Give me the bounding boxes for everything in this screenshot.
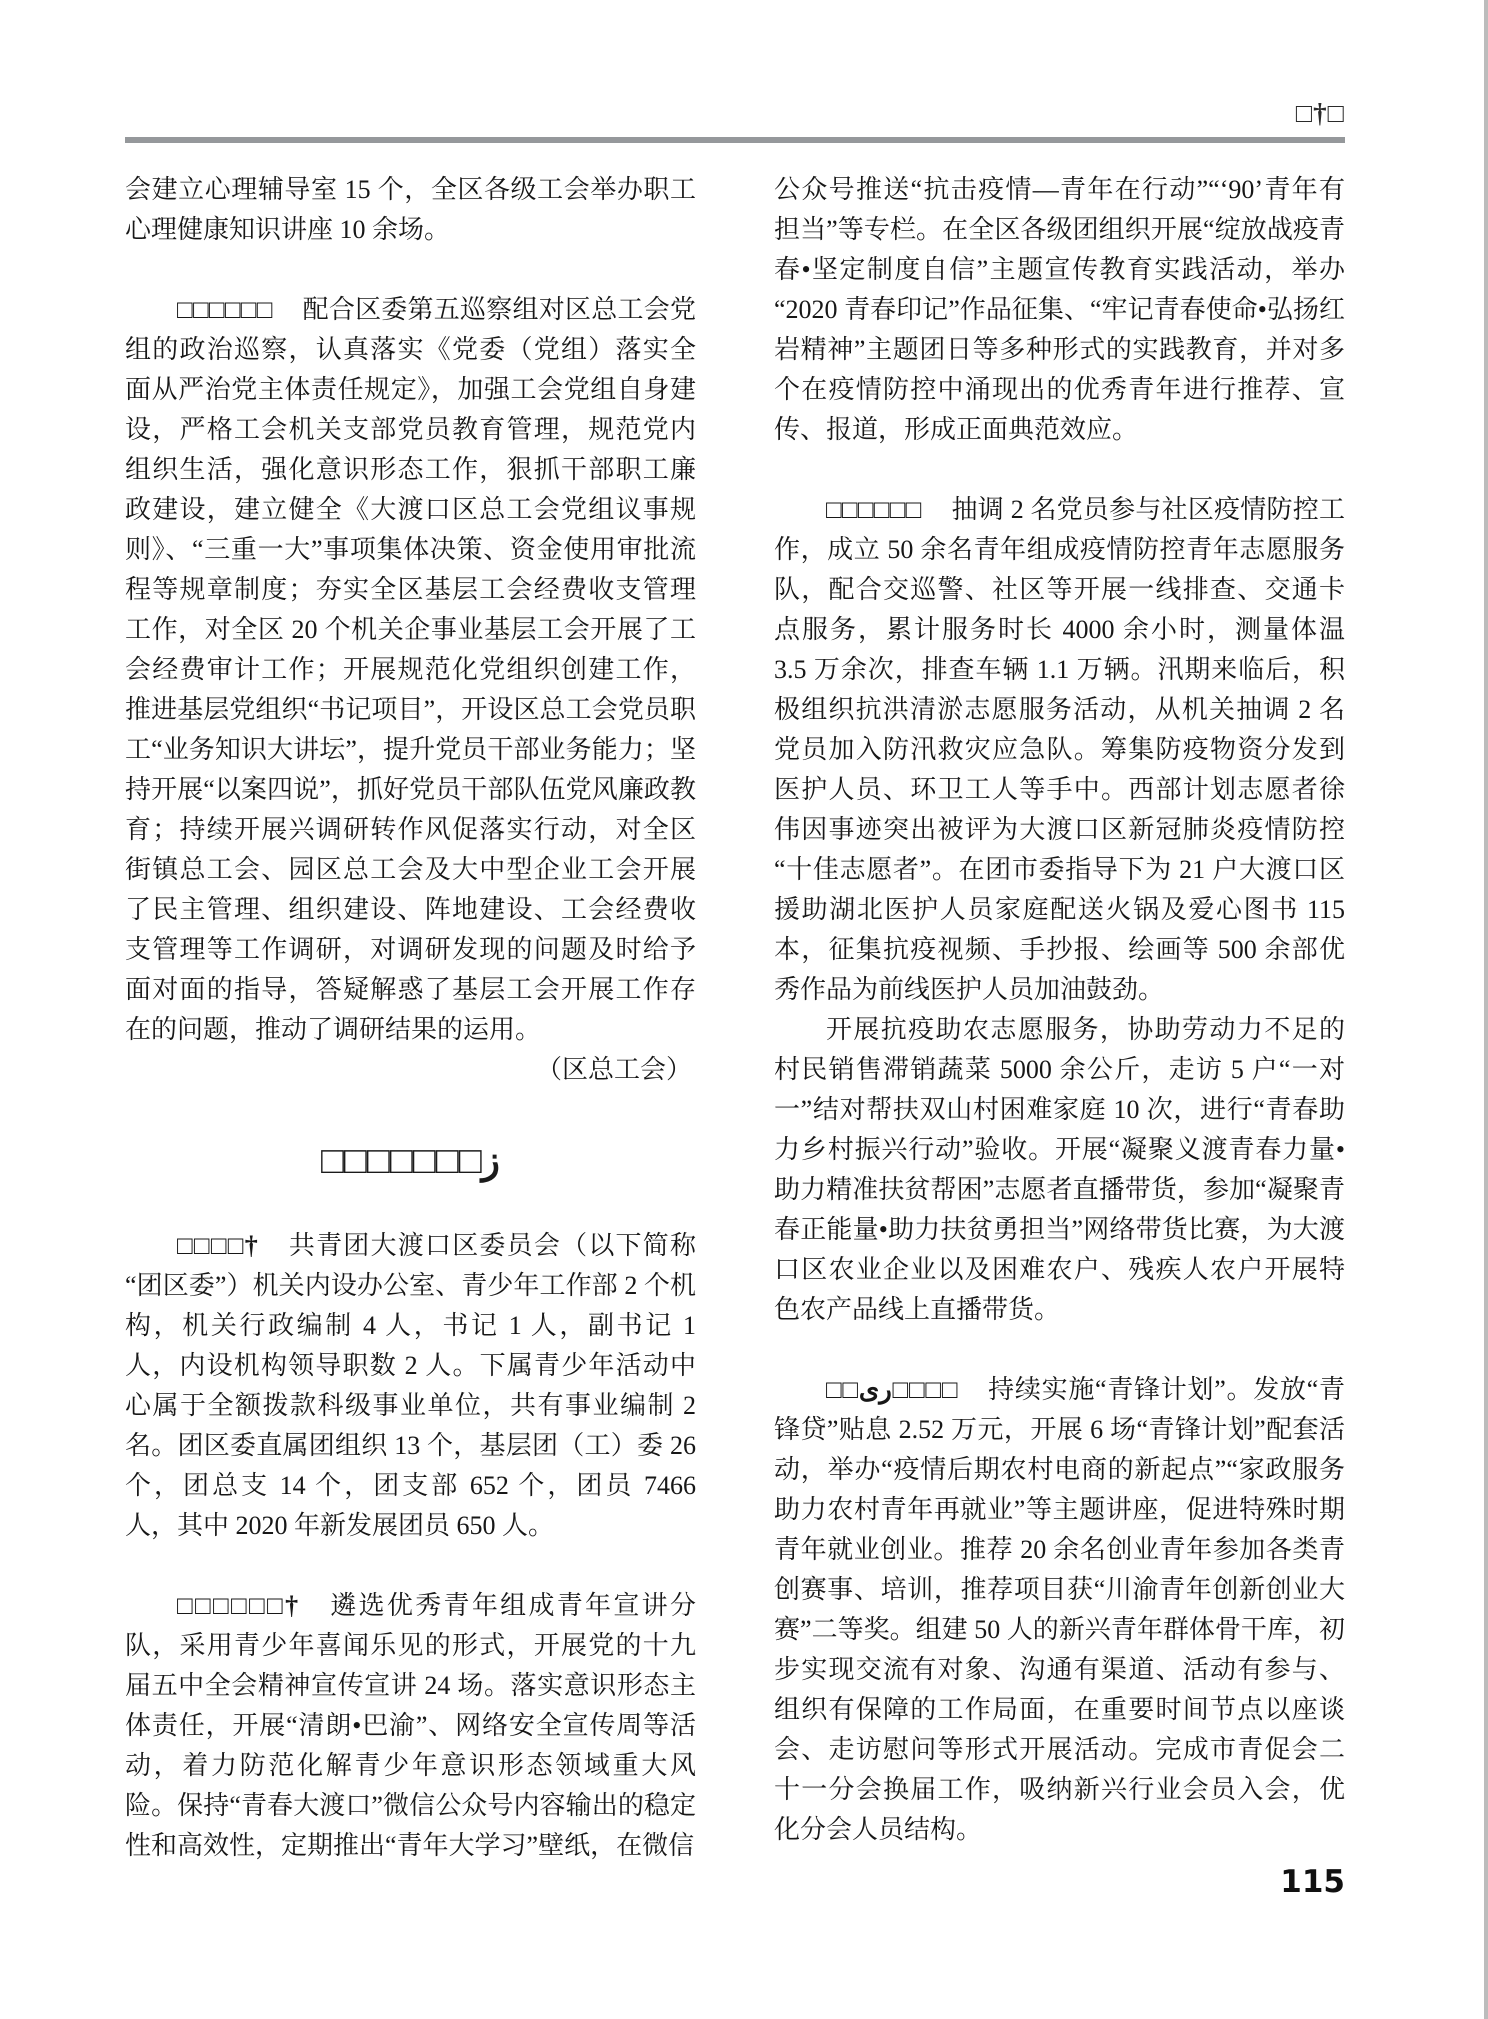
paragraph-heading: □□ری□□□□ [826,1375,959,1404]
page-number: 115 [1280,1864,1345,1900]
paragraph [774,170,1345,450]
paragraph [774,490,1345,1010]
paragraph-heading: □□□□□□† [177,1591,301,1620]
paragraph-text: （区总工会） [535,1055,692,1084]
paragraph [125,290,696,1050]
paragraph-text: 遴选优秀青年组成青年宣讲分队，采用青少年喜闻乐见的形式，开展党的十九届五中全会精神宣传宣讲 24 场。落实意识形态主体责任，开展“清朗•巴渝”、网络安全宣传周等活动，着力防范化解青少年意识形态领域重大风险。保持“青春大渡口”微信公众号内容输出的稳定性和高效性，定期推出“青年大学习”壁纸，在微信 [125,1591,696,1860]
paragraph [774,1370,1345,1850]
paragraph [125,1226,696,1546]
running-head-marker: □†□ [1295,98,1345,128]
paragraph-heading: □□□□□□ [826,495,922,524]
paragraph-text: 配合区委第五巡察组对区总工会党组的政治巡察，认真落实《党委（党组）落实全面从严治党主体责任规定》，加强工会党组自身建设，严格工会机关支部党员教育管理，规范党内组织生活，强化意识形态工作，狠抓干部职工廉政建设，建立健全《大渡口区总工会党组议事规则》、“三重一大”事项集体决策、资金使用审批流程等规章制度；夯实全区基层工会经费收支管理工作，对全区 20 个机关企事业基层工会开展了工会经费审计工作；开展规范化党组织创建工作，推进基层党组织“书记项目”，开设区总工会党员职工“业务知识大讲坛”，提升党员干部业务能力；坚持开展“以案四说”，抓好党员干部队伍党风廉政教育；持续开展兴调研转作风促落实行动，对全区街镇总工会、园区总工会及大中型企业工会开展了民主管理、组织建设、阵地建设、工会经费收支管理等工作调研，对调研发现的问题及时给予面对面的指导，答疑解惑了基层工会开展工作存在的问题，推动了调研结果的运用。 [125,295,696,1044]
paragraph-heading: □□□□□□ [177,295,273,324]
attribution [125,1050,696,1090]
right-column [774,170,1345,1866]
paragraph-text: 抽调 2 名党员参与社区疫情防控工作，成立 50 余名青年组成疫情防控青年志愿服务队，配合交巡警、社区等开展一线排查、交通卡点服务，累计服务时长 4000 余小时，测量体温 3.5 万余次，排查车辆 1.1 万辆。汛期来临后，积极组织抗洪清淤志愿服务活动，从机关抽调 2 名党员加入防汛救灾应急队。筹集防疫物资分发到医护人员、环卫工人等手中。西部计划志愿者徐伟因事迹突出被评为大渡口区新冠肺炎疫情防控“十佳志愿者”。在团市委指导下为 21 户大渡口区援助湖北医护人员家庭配送火锅及爱心图书 115 本，征集抗疫视频、手抄报、绘画等 500 余部优秀作品为前线医护人员加油鼓劲。 [774,495,1345,1004]
paragraph [125,170,696,250]
paragraph [125,1586,696,1866]
header-rule-divider [125,137,1345,143]
paragraph-text: 共青团大渡口区委员会（以下简称“团区委”）机关内设办公室、青少年工作部 2 个机构，机关行政编制 4 人，书记 1 人，副书记 1 人，内设机构领导职数 2 人。下属青少年活动中心属于全额拨款科级事业单位，共有事业编制 2 名。团区委直属团组织 13 个，基层团（工）委 26 个，团总支 14 个，团支部 652 个，团员 7466 人，其中 2020 年新发展团员 650 人。 [125,1231,696,1540]
paragraph-heading: □□□□† [177,1231,259,1260]
page-edge-shadow [1484,0,1488,2019]
paragraph-text: 开展抗疫助农志愿服务，协助劳动力不足的村民销售滞销蔬菜 5000 余公斤，走访 5 户“一对一”结对帮扶双山村困难家庭 10 次，进行“青春助力乡村振兴行动”验收。开展“凝聚义渡青春力量•助力精准扶贫帮困”志愿者直播带货，参加“凝聚青春正能量•助力扶贫勇担当”网络带货比赛，为大渡口区农业企业以及困难农户、残疾人农户开展特色农产品线上直播带货。 [774,1015,1345,1324]
section-title: □□□□□□□ز [320,1140,501,1182]
paragraph-text: 持续实施“青锋计划”。发放“青锋贷”贴息 2.52 万元，开展 6 场“青锋计划”配套活动，举办“疫情后期农村电商的新起点”“家政服务助力农村青年再就业”等主题讲座，促进特殊时期青年就业创业。推荐 20 余名创业青年参加各类青创赛事、培训，推荐项目获“川渝青年创新创业大赛”二等奖。组建 50 人的新兴青年群体骨干库，初步实现交流有对象、沟通有渠道、活动有参与、组织有保障的工作局面，在重要时间节点以座谈会、走访慰问等形式开展活动。完成市青促会二十一分会换届工作，吸纳新兴行业会员入会，优化分会人员结构。 [774,1375,1345,1844]
paragraph [774,1010,1345,1330]
paragraph-text: 会建立心理辅导室 15 个，全区各级工会举办职工心理健康知识讲座 10 余场。 [125,175,696,244]
left-column [125,170,696,1866]
paragraph-text: 公众号推送“抗击疫情—青年在行动”“‘90’青年有担当”等专栏。在全区各级团组织开展“绽放战疫青春•坚定制度自信”主题宣传教育实践活动，举办“2020 青春印记”作品征集、“牢记青春使命•弘扬红岩精神”主题团日等多种形式的实践教育，并对多个在疫情防控中涌现出的优秀青年进行推荐、宣传、报道，形成正面典范效应。 [774,175,1345,444]
page-body [125,170,1345,1866]
